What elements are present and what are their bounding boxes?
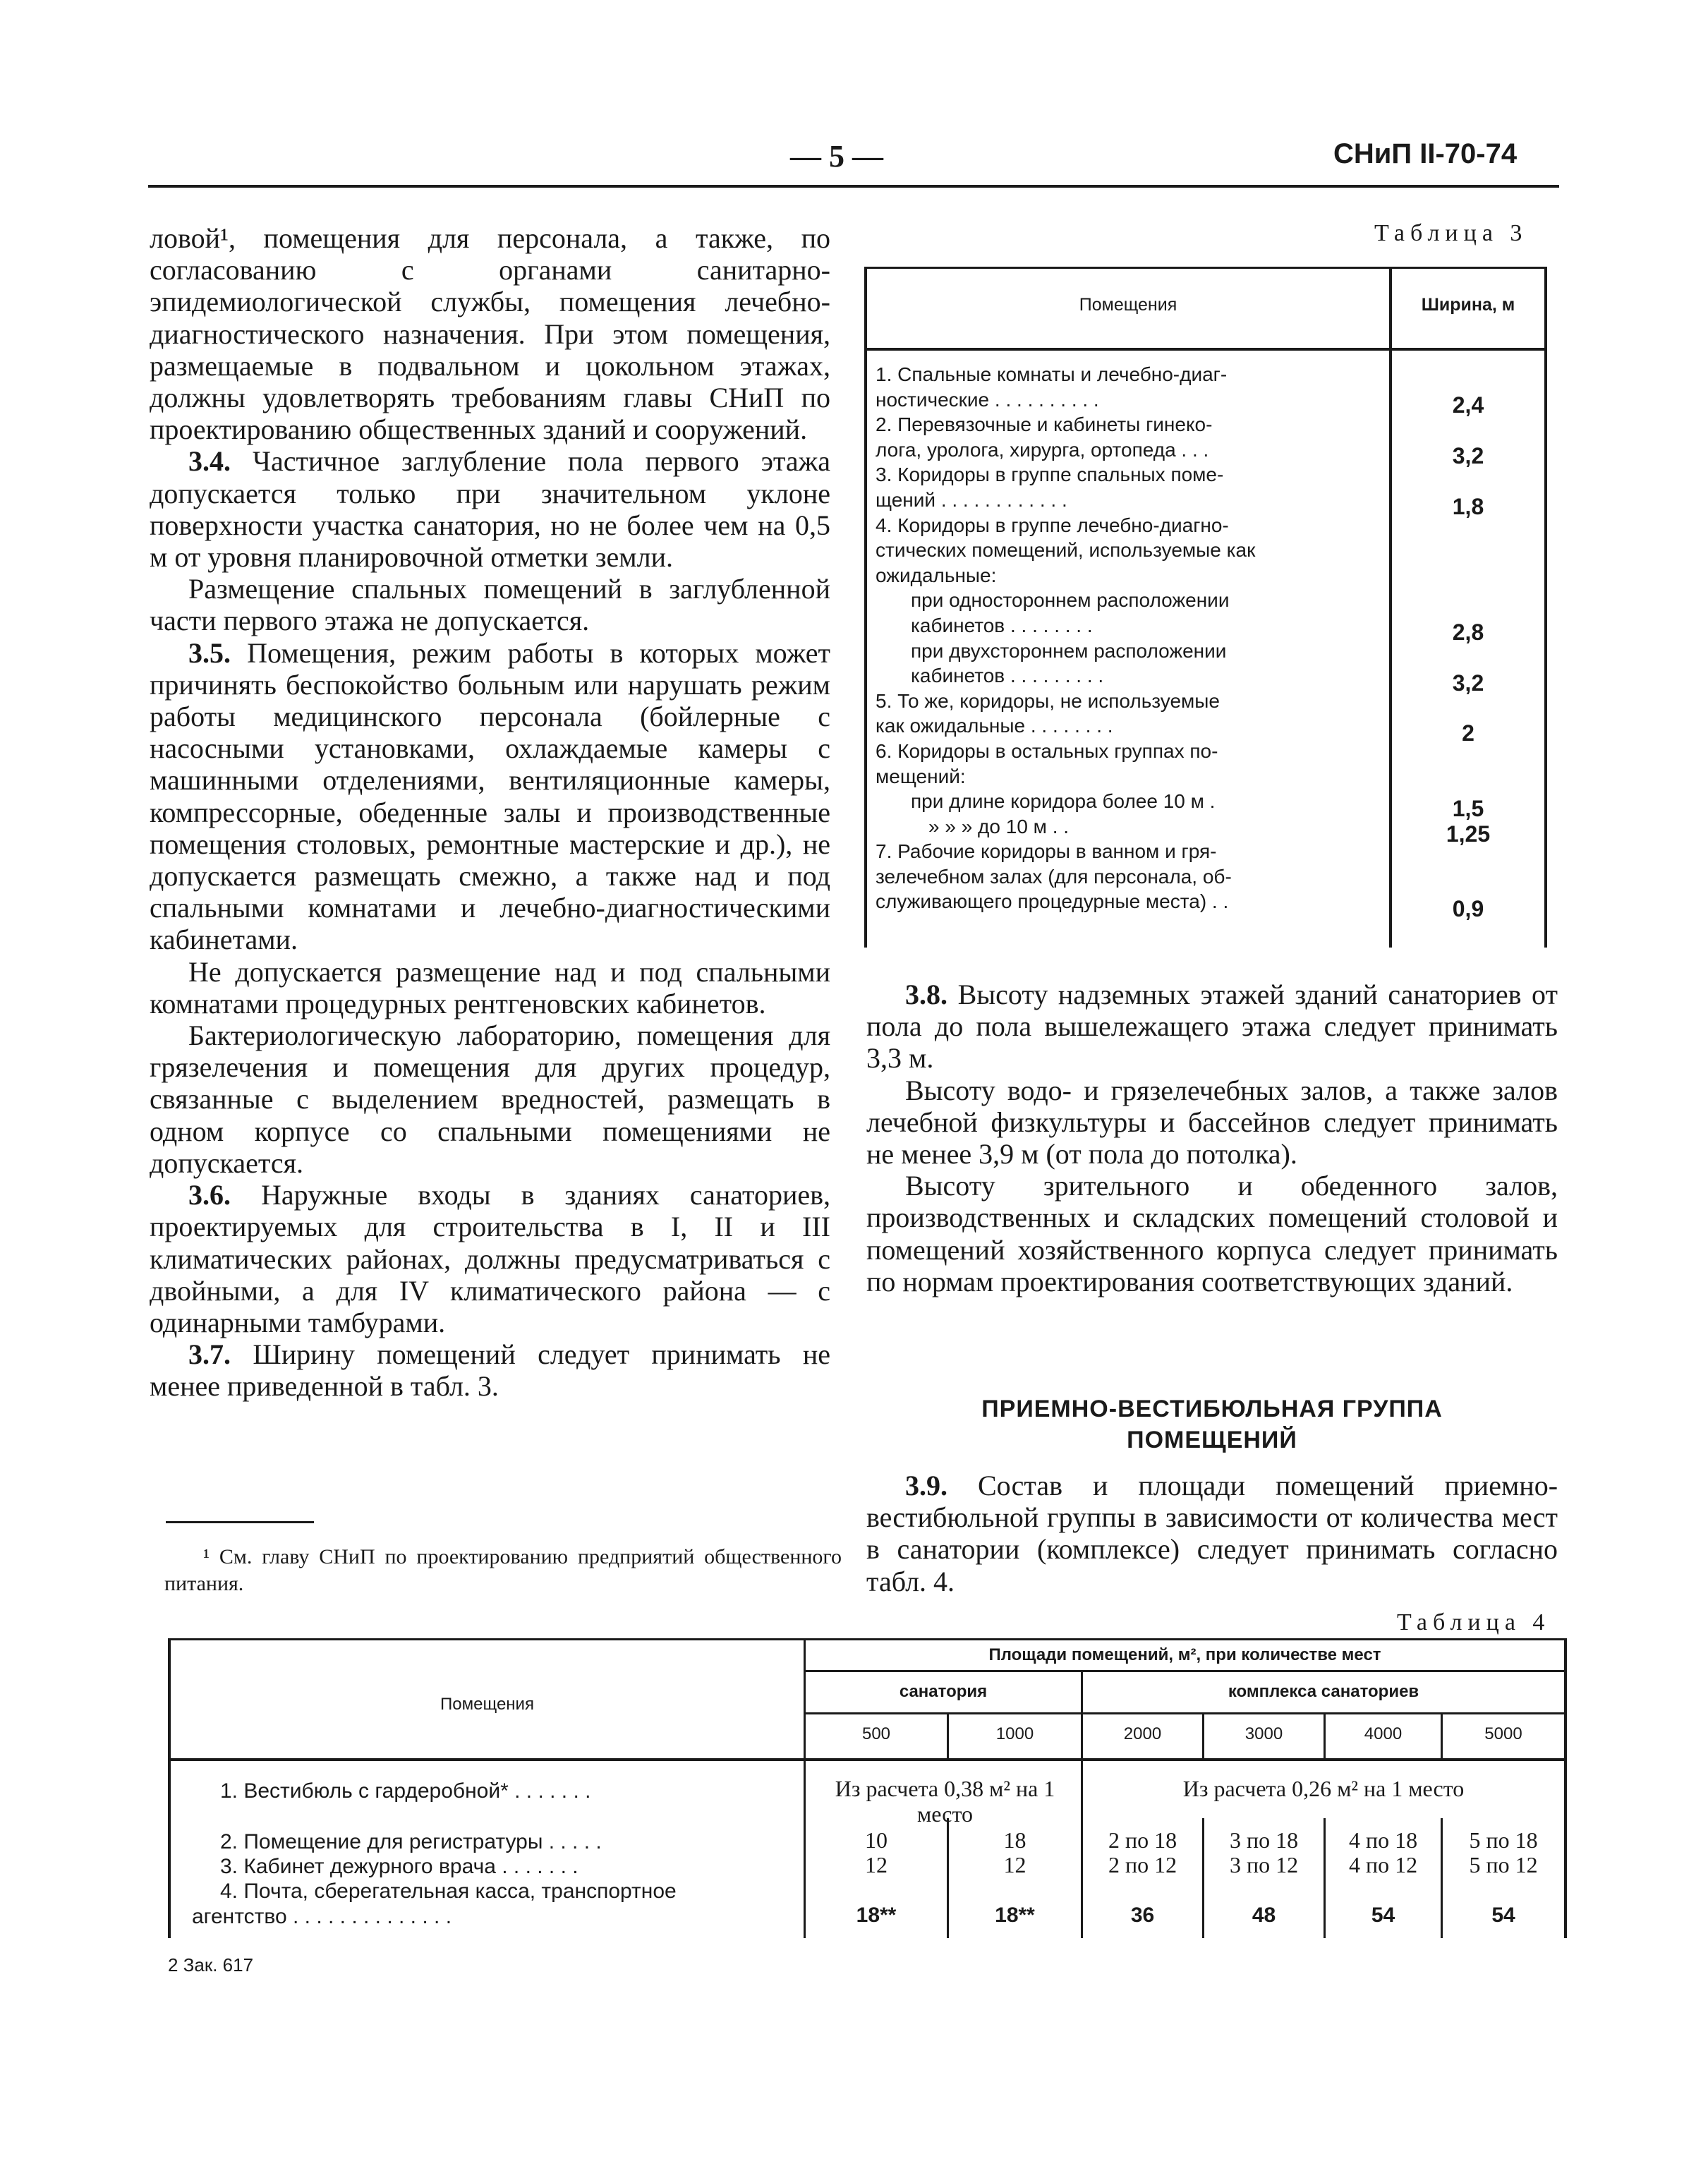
table4-title: Таблица 4 xyxy=(1397,1609,1551,1635)
table-row: лога, уролога, хирурга, ортопеда . . . xyxy=(876,438,1209,461)
table-row: » » » до 10 м . . xyxy=(928,815,1070,837)
table-row: как ожидальные . . . . . . . . xyxy=(876,715,1113,737)
table-row: 2. Перевязочные и кабинеты гинеко- xyxy=(876,413,1213,436)
table-row: при одностороннем расположении xyxy=(911,589,1230,612)
table4-row-name: 2. Помещение для регистратуры . . . . . xyxy=(220,1830,602,1853)
table3-header-rooms: Помещения xyxy=(1079,295,1177,315)
table4 xyxy=(168,1638,1567,1938)
table4-header-group: Площади помещений, м², при количестве мест xyxy=(988,1645,1381,1664)
table-row: 1. Спальные комнаты и лечебно-диаг- xyxy=(876,363,1228,385)
table4-cell: 2 по 12 xyxy=(1108,1852,1177,1877)
clause-3-7 xyxy=(150,1338,830,1402)
table-column-separator xyxy=(1081,1670,1083,1938)
table4-cell: 18 xyxy=(1003,1827,1026,1853)
clause-number: 3.6. xyxy=(188,1179,231,1211)
width-value: 1,25 xyxy=(1446,821,1491,847)
table4-cell: 48 xyxy=(1252,1904,1276,1927)
document-code: СНиП II-70-74 xyxy=(1333,138,1518,169)
width-value: 1,5 xyxy=(1452,796,1484,821)
section-heading xyxy=(866,1393,1558,1456)
table-row: при длине коридора более 10 м . xyxy=(911,790,1216,813)
table3-header-width: Ширина, м xyxy=(1421,295,1515,315)
paragraph: Бактериологическую лабораторию, помещения для грязелечения и помещения для других процедур, связанные с выделением вредностей, размещать в одном корпусе со спальными помещениями не допускается. xyxy=(150,1020,830,1179)
table4-cell: Из расчета 0,38 м² на 1 место xyxy=(835,1776,1055,1827)
footnote-rule xyxy=(166,1521,314,1523)
clause-text: Ширину помещений следует принимать не менее приведенной в табл. 3. xyxy=(150,1338,831,1403)
table4-cell: 12 xyxy=(865,1852,888,1877)
clause-number: 3.8. xyxy=(905,979,947,1010)
clause-number: 3.5. xyxy=(188,636,231,669)
table4-cell: 36 xyxy=(1130,1904,1155,1927)
table3-rows xyxy=(876,362,1387,914)
table4-cell: 12 xyxy=(1003,1852,1026,1877)
width-value: 1,8 xyxy=(1452,494,1484,519)
table4-count-header: 4000 xyxy=(1364,1724,1403,1743)
table4-cell: 54 xyxy=(1491,1904,1515,1927)
table-row: 7. Рабочие коридоры в ванном и гря- xyxy=(876,840,1217,863)
clause-3-8 xyxy=(866,979,1558,1075)
clause-text: Высоту надземных этажей зданий санаториев от пола до пола вышележащего этажа следует принимать 3,3 м. xyxy=(866,979,1558,1075)
table4-cell: 4 по 18 xyxy=(1348,1827,1418,1853)
table4-count-header: 5000 xyxy=(1484,1724,1522,1743)
table-rule xyxy=(806,1670,1564,1672)
width-value: 3,2 xyxy=(1452,443,1484,468)
table4-row-name: 4. Почта, сберегательная касса, транспортное xyxy=(220,1880,677,1903)
table-row: служивающего процедурные места) . . xyxy=(876,890,1229,913)
table-row: кабинетов . . . . . . . . xyxy=(911,614,1093,636)
table-row: зелечебном залах (для персонала, об- xyxy=(876,865,1232,888)
table-row: стических помещений, используемые как xyxy=(876,539,1256,562)
clause-3-4 xyxy=(150,445,830,573)
table4-cell: 3 по 12 xyxy=(1229,1852,1299,1877)
clause-number: 3.4. xyxy=(188,445,231,478)
section-heading-line: ПРИЕМНО-ВЕСТИБЮЛЬНАЯ ГРУППА xyxy=(981,1396,1443,1422)
table4-header-sanatorium: санатория xyxy=(899,1682,988,1701)
table4-row-name: агентство . . . . . . . . . . . . . . xyxy=(192,1905,452,1928)
table-row: ожидальные: xyxy=(876,564,997,586)
width-value: 0,9 xyxy=(1452,896,1484,921)
width-value: 2 xyxy=(1462,720,1474,746)
table-row: щений . . . . . . . . . . . . xyxy=(876,488,1067,511)
order-mark: 2 Зак. 617 xyxy=(168,1954,254,1976)
paragraph: Высоту водо- и грязелечебных залов, а также залов лечебной физкультуры и бассейнов следует принимать не менее 3,9 м (от пола до потолка). xyxy=(866,1074,1558,1170)
page-number: — 5 — xyxy=(790,139,883,174)
table3-title: Таблица 3 xyxy=(1374,220,1528,246)
table4-row-name: 1. Вестибюль с гардеробной* . . . . . . . xyxy=(220,1779,591,1803)
table4-cell: 4 по 12 xyxy=(1348,1852,1418,1877)
table-row: 6. Коридоры в остальных группах по- xyxy=(876,739,1218,762)
table-row: 5. То же, коридоры, не используемые xyxy=(876,689,1221,712)
width-value: 3,2 xyxy=(1452,670,1484,696)
footnote-text: ¹ См. главу СНиП по проектированию предприятий общественного питания. xyxy=(164,1545,842,1595)
table-rule xyxy=(806,1712,1564,1714)
clause-text: Частичное заглубление пола первого этажа допускается только при значительном уклоне поверхности участка санатория, но не более чем на 0,5 м от уровня планировочной отметки земли. xyxy=(150,445,831,574)
clause-3-9 xyxy=(866,1470,1558,1597)
table4-header-complex: комплекса санаториев xyxy=(1228,1682,1419,1701)
paragraph: Высоту зрительного и обеденного залов, производственных и складских помещений столовой и помещений хозяйственного корпуса следует принимать по нормам проектирования соответствующих зданий. xyxy=(866,1170,1558,1297)
paragraph: Не допускается размещение над и под спальными комнатами процедурных рентгеновских кабинетов. xyxy=(150,955,830,1020)
width-value: 2,4 xyxy=(1452,392,1484,418)
paragraph: Размещение спальных помещений в заглубленной части первого этажа не допускается. xyxy=(150,573,830,637)
paragraph: ловой¹, помещения для персонала, а также, по согласованию с органами санитарно-эпидемиологической службы, помещения лечебно-диагностического назначения. При этом помещения, размещаемые в подвальном и цокольном этажах, должны удовлетворять требованиям главы СНиП по проектированию общественных зданий и сооружений. xyxy=(150,222,830,446)
table4-count-header: 1000 xyxy=(995,1724,1034,1743)
table-rule xyxy=(867,267,1544,269)
right-column-lower xyxy=(866,1470,1558,1597)
table-rule xyxy=(171,1758,1564,1761)
header-rule xyxy=(148,185,1559,188)
table-row: при двухстороннем расположении xyxy=(911,639,1227,662)
table4-count-header: 500 xyxy=(861,1724,891,1743)
clause-3-5 xyxy=(150,637,830,956)
table4-count-header: 3000 xyxy=(1244,1724,1283,1743)
table4-cell: Из расчета 0,26 м² на 1 место xyxy=(1182,1776,1465,1801)
table4-header-rooms: Помещения xyxy=(440,1695,534,1714)
table-row: ностические . . . . . . . . . . xyxy=(876,388,1099,411)
table3 xyxy=(864,267,1547,948)
table-rule xyxy=(867,348,1544,351)
clause-text: Состав и площади помещений приемно-вестибюльной группы в зависимости от количества мест в санатории (комплексе) следует принимать согласно табл. 4. xyxy=(866,1470,1558,1597)
right-column xyxy=(866,979,1558,1297)
table4-count-header: 2000 xyxy=(1123,1724,1162,1743)
clause-3-6 xyxy=(150,1179,830,1338)
footnote xyxy=(164,1544,842,1597)
table4-cell: 18** xyxy=(856,1904,897,1927)
width-value: 2,8 xyxy=(1452,619,1484,645)
table4-cell: 18** xyxy=(995,1904,1035,1927)
table-row: кабинетов . . . . . . . . . xyxy=(911,665,1104,687)
clause-number: 3.9. xyxy=(905,1470,947,1501)
table4-cell: 5 по 18 xyxy=(1469,1827,1538,1853)
clause-text: Наружные входы в зданиях санаториев, проектируемых для строительства в I, II и III климатических районах, должны предусматриваться с двойными, а для IV климатического района — с одинарными тамбурами. xyxy=(150,1179,830,1338)
table4-cell: 54 xyxy=(1371,1904,1395,1927)
clause-number: 3.7. xyxy=(188,1338,231,1371)
table4-cell: 10 xyxy=(865,1827,888,1853)
clause-text: Помещения, режим работы в которых может причинять беспокойство больным или нарушать режим работы медицинского персонала (бойлерные с насосными установками, охлаждаемые камеры с машинными отделениями, вентиляционные камеры, компрессорные, обеденные залы и производственные помещения столовых, ремонтные мастерские и др.), не допускается размещать смежно, а также над и под спальными комнатами и лечебно-диагностическими кабинетами. xyxy=(150,636,830,956)
table-row: 3. Коридоры в группе спальных поме- xyxy=(876,464,1224,486)
table4-cell: 2 по 18 xyxy=(1108,1827,1177,1853)
table-row: 4. Коридоры в группе лечебно-диагно- xyxy=(876,514,1229,536)
table-rule xyxy=(171,1638,1564,1640)
section-heading-line: ПОМЕЩЕНИЙ xyxy=(1127,1427,1297,1453)
left-column xyxy=(150,222,830,1403)
table-row: мещений: xyxy=(876,765,966,787)
table4-cell: 5 по 12 xyxy=(1469,1852,1538,1877)
table4-row-name: 3. Кабинет дежурного врача . . . . . . . xyxy=(220,1855,579,1878)
table4-cell: 3 по 18 xyxy=(1229,1827,1299,1853)
